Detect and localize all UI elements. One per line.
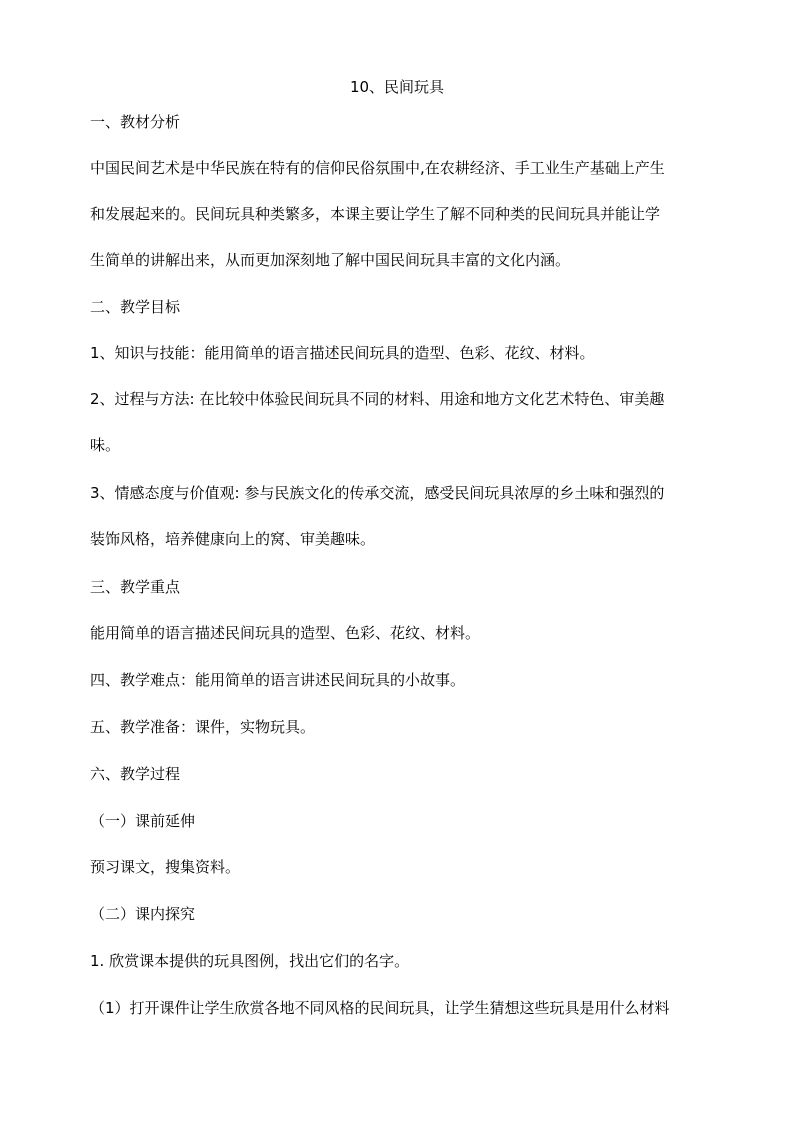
section-heading-analysis: 一、教材分析 bbox=[90, 113, 181, 131]
step-item: 1. 欣赏课本提供的玩具图例，找出它们的名字。 bbox=[90, 952, 410, 970]
paragraph-line: 生简单的讲解出来，从而更加深刻地了解中国民间玩具丰富的文化内涵。 bbox=[90, 251, 571, 269]
section-heading-key-points: 三、教学重点 bbox=[90, 578, 181, 596]
subsection-heading: （二）课内探究 bbox=[90, 905, 196, 923]
section-heading-process: 六、教学过程 bbox=[90, 765, 181, 783]
paragraph-line: 和发展起来的。民间玩具种类繁多，本课主要让学生了解不同种类的民间玩具并能让学 bbox=[90, 205, 661, 223]
subsection-heading: （一）课前延伸 bbox=[90, 812, 196, 830]
section-difficulties: 四、教学难点：能用简单的语言讲述民间玩具的小故事。 bbox=[90, 671, 466, 689]
paragraph-line: 中国民间艺术是中华民族在特有的信仰民俗氛围中,在农耕经济、手工业生产基础上产生 bbox=[90, 159, 665, 177]
document-title: 10、民间玩具 bbox=[349, 78, 445, 96]
goal-item: 2、过程与方法: 在比较中体验民间玩具不同的材料、用途和地方文化艺术特色、审美趣 bbox=[90, 390, 665, 408]
section-heading-goals: 二、教学目标 bbox=[90, 298, 181, 316]
goal-item-continued: 装饰风格，培养健康向上的窝、审美趣味。 bbox=[90, 530, 376, 548]
subsection-content: 预习课文，搜集资料。 bbox=[90, 858, 241, 876]
goal-item-continued: 味。 bbox=[90, 436, 121, 454]
key-points-content: 能用简单的语言描述民间玩具的造型、色彩、花纹、材料。 bbox=[90, 624, 481, 642]
goal-item: 1、知识与技能：能用简单的语言描述民间玩具的造型、色彩、花纹、材料。 bbox=[90, 344, 595, 362]
goal-item: 3、情感态度与价值观: 参与民族文化的传承交流，感受民间玩具浓厚的乡土味和强烈的 bbox=[90, 484, 665, 502]
step-subitem: （1）打开课件让学生欣赏各地不同风格的民间玩具，让学生猜想这些玩具是用什么材料 bbox=[90, 999, 670, 1017]
section-preparation: 五、教学准备：课件，实物玩具。 bbox=[90, 718, 316, 736]
